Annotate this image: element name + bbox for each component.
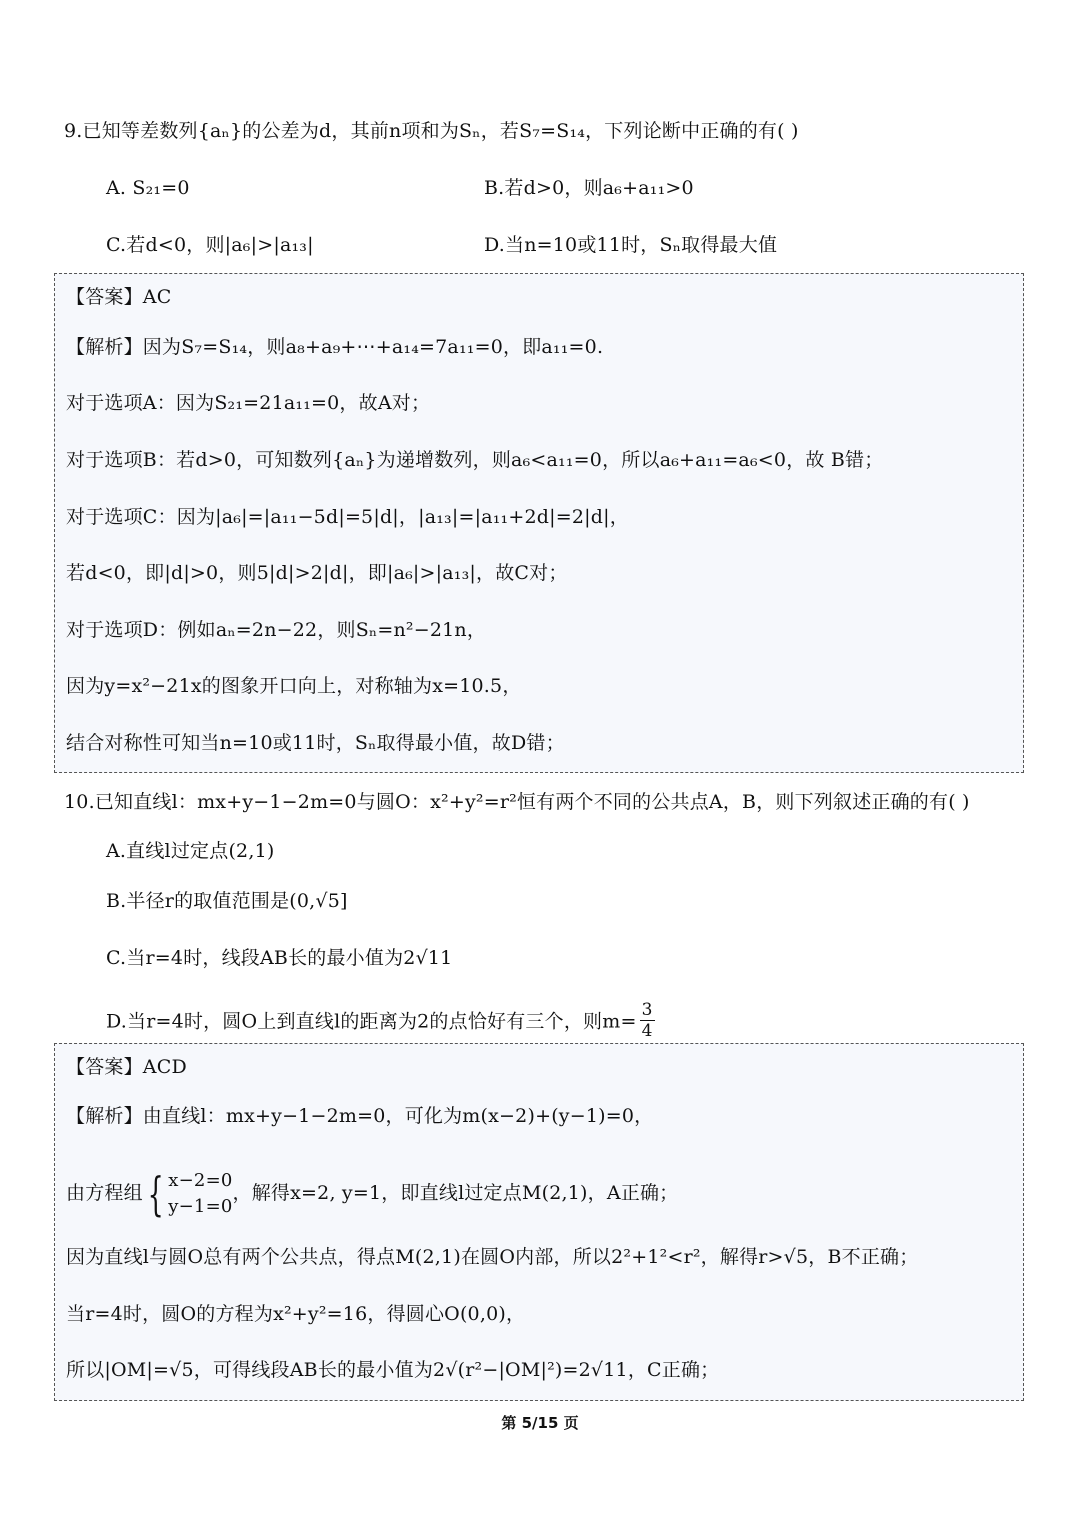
q10-analysis-line [66,1168,678,1220]
fraction [640,1000,655,1041]
q9-analysis-line: 因为y=x²−21x的图象开口向上，对称轴为x=10.5， [66,675,522,697]
q10-answer: 【答案】ACD [66,1056,187,1078]
q10-analysis-line: 所以|OM|=√5，可得线段AB长的最小值为2√(r²−|OM|²)=2√11，C正确； [66,1359,720,1381]
equation-row: x−2=0 [168,1170,233,1191]
q9-option-d: D.当n=10或11时，Sₙ取得最大值 [484,234,778,256]
equation-system [168,1168,232,1220]
q9-analysis-line: 对于选项C：因为|a₆|=|a₁₁−5d|=5|d|，|a₁₃|=|a₁₁+2d|=2|d|， [66,506,629,528]
equation-row: y−1=0 [168,1196,233,1217]
q10-analysis-line: 当r=4时，圆O的方程为x²+y²=16，得圆心O(0,0)， [66,1303,526,1325]
fraction-numerator: 3 [641,1000,653,1020]
q9-analysis-line: 若d<0，即|d|>0，则5|d|>2|d|，即|a₆|>|a₁₃|，故C对； [66,562,568,584]
q10-stem: 10.已知直线l：mx+y−1−2m=0与圆O：x²+y²=r²恒有两个不同的公共点A，B，则下列叙述正确的有( ) [64,791,970,813]
q9-analysis-line: 对于选项D：例如aₙ=2n−22，则Sₙ=n²−21n， [66,619,487,641]
equation-brace: { [147,1167,164,1221]
q10-option-a: A.直线l过定点(2,1) [106,840,275,862]
q9-answer: 【答案】AC [66,286,172,308]
q9-option-c: C.若d<0，则|a₆|>|a₁₃| [106,234,314,256]
q10-analysis-line: 【解析】由直线l：mx+y−1−2m=0，可化为m(x−2)+(y−1)=0， [66,1105,654,1127]
q9-stem: 9.已知等差数列{aₙ}的公差为d，其前n项和为Sₙ，若S₇=S₁₄，下列论断中正确的有( ) [64,120,799,142]
fraction-denominator: 4 [641,1021,653,1041]
q10-option-d-text: D.当r=4时，圆O上到直线l的距离为2的点恰好有三个，则m= [106,1010,637,1033]
q10-analysis-line: 因为直线l与圆O总有两个公共点，得点M(2,1)在圆O内部，所以2²+1²<r²，解得r>√5，B不正确； [66,1246,919,1268]
q9-analysis-line: 结合对称性可知当n=10或11时，Sₙ取得最小值，故D错； [66,732,565,754]
q10-option-d [106,1002,655,1043]
q9-analysis-line: 【解析】因为S₇=S₁₄，则a₈+a₉+⋯+a₁₄=7a₁₁=0，即a₁₁=0. [66,336,604,358]
equation-system-result: ，解得x=2, y=1，即直线l过定点M(2,1)，A正确； [232,1182,679,1204]
q9-option-a: A. S₂₁=0 [106,177,190,199]
q9-option-b: B.若d>0，则a₆+a₁₁>0 [484,177,694,199]
q10-option-b: B.半径r的取值范围是(0,√5] [106,890,348,912]
q9-analysis-line: 对于选项A：因为S₂₁=21a₁₁=0，故A对； [66,392,431,414]
equation-system-label: 由方程组 [66,1182,143,1204]
q10-answer-box [54,1043,1024,1401]
page-number: 第 5/15 页 [501,1414,579,1432]
q10-option-c: C.当r=4时，线段AB长的最小值为2√11 [106,947,453,969]
q9-analysis-line: 对于选项B：若d>0，可知数列{aₙ}为递增数列，则a₆<a₁₁=0，所以a₆+a₁₁=a₆<0，故 B错； [66,449,884,471]
